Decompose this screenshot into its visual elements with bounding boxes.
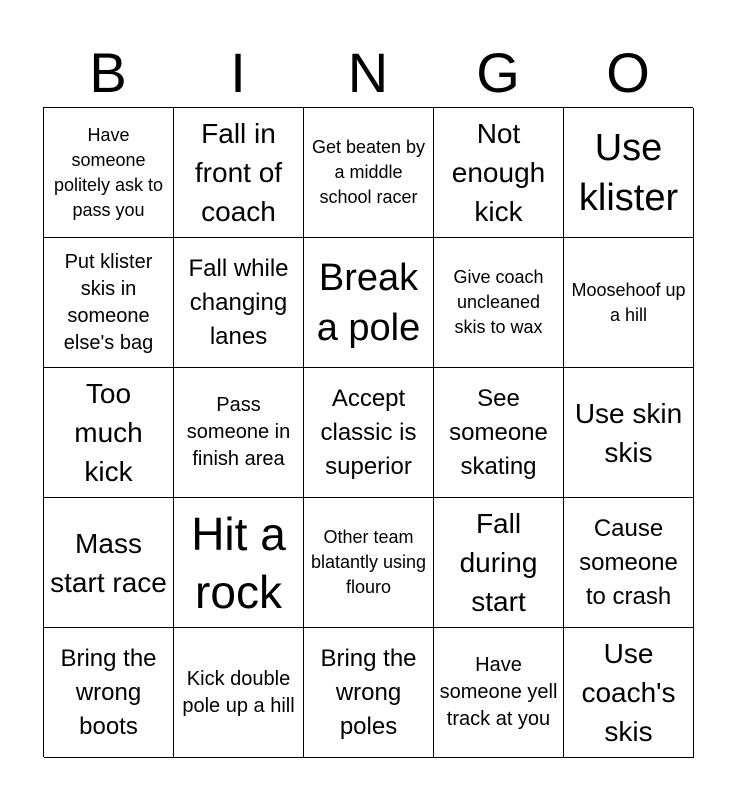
bingo-cell[interactable] [174, 108, 304, 238]
bingo-cell[interactable] [174, 368, 304, 498]
bingo-cell[interactable] [174, 498, 304, 628]
cell-text: Moosehoof up a hill [571, 279, 686, 325]
cell-text: Accept classic is superior [320, 384, 417, 480]
header-letter-i: I [230, 41, 246, 104]
cell-text: Use skin skis [574, 397, 683, 468]
bingo-cell[interactable] [564, 238, 694, 368]
bingo-cell[interactable] [304, 368, 434, 498]
cell-text: Cause someone to crash [579, 514, 678, 610]
bingo-cell[interactable] [434, 628, 564, 758]
bingo-cell[interactable] [304, 498, 434, 628]
bingo-board [43, 107, 693, 757]
cell-text: Put klister skis in someone else's bag [63, 250, 154, 354]
cell-text: Give coach uncleaned skis to wax [453, 267, 544, 337]
bingo-cell[interactable] [304, 628, 434, 758]
bingo-cell[interactable] [44, 368, 174, 498]
bingo-cell[interactable] [44, 238, 174, 368]
bingo-cell[interactable] [44, 628, 174, 758]
cell-text: Have someone politely ask to pass you [53, 124, 164, 220]
bingo-cell[interactable] [564, 498, 694, 628]
cell-text: Kick double pole up a hill [182, 667, 295, 717]
cell-text: Other team blatantly using flouro [310, 527, 427, 597]
cell-text: Get beaten by a middle school racer [311, 137, 426, 207]
bingo-cell[interactable] [434, 238, 564, 368]
cell-text: Too much kick [74, 378, 143, 487]
bingo-cell[interactable] [564, 108, 694, 238]
cell-text: Bring the wrong boots [60, 644, 157, 740]
cell-text: Use coach's skis [581, 638, 676, 747]
cell-text: Fall in front of coach [194, 118, 283, 227]
bingo-cell[interactable] [434, 498, 564, 628]
bingo-cell[interactable] [564, 368, 694, 498]
header-letter-n: N [347, 41, 389, 104]
header-letter-b: B [89, 41, 127, 104]
bingo-cell[interactable] [564, 628, 694, 758]
bingo-header [43, 38, 693, 108]
bingo-cell[interactable] [174, 628, 304, 758]
cell-text: Mass start race [50, 527, 167, 598]
bingo-cell[interactable] [174, 238, 304, 368]
bingo-cell[interactable] [44, 498, 174, 628]
cell-text: Pass someone in finish area [186, 394, 291, 470]
cell-text: Fall during start [459, 508, 538, 617]
cell-text: Hit a rock [191, 507, 286, 618]
bingo-cell[interactable] [434, 368, 564, 498]
bingo-cell[interactable] [304, 108, 434, 238]
header-letter-g: G [476, 41, 520, 104]
bingo-cell[interactable] [44, 108, 174, 238]
cell-text: Use klister [578, 126, 679, 219]
cell-text: See someone skating [449, 384, 548, 480]
cell-text: Fall while changing lanes [188, 254, 289, 350]
header-letter-o: O [606, 41, 650, 104]
bingo-cell[interactable] [434, 108, 564, 238]
cell-text: Break a pole [316, 256, 421, 349]
bingo-cell[interactable] [304, 238, 434, 368]
cell-text: Have someone yell track at you [439, 654, 558, 730]
cell-text: Bring the wrong poles [320, 644, 417, 740]
cell-text: Not enough kick [451, 118, 546, 227]
